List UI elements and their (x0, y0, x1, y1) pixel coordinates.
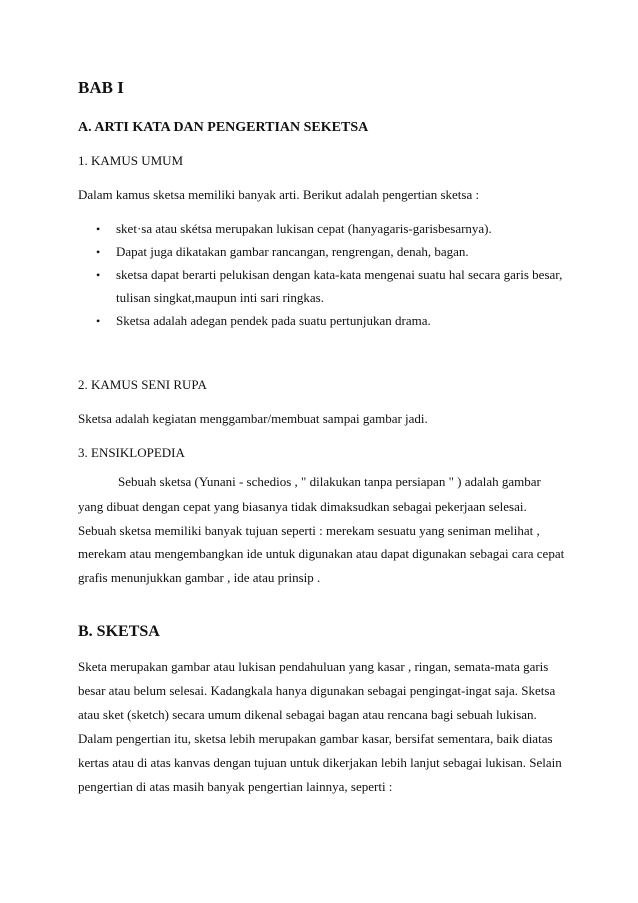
bullet-marker: • (96, 314, 101, 328)
chapter-title: BAB I (78, 78, 124, 97)
paragraph-line: atau sket (sketch) secara umum dikenal sebagai bagan atau rencana bagi sebuah lukisan. (78, 707, 537, 722)
bullet-marker: • (96, 222, 101, 236)
paragraph-line: yang dibuat dengan cepat yang biasanya tidak dimaksudkan sebagai pekerjaan selesai. (78, 499, 527, 514)
paragraph-line: Sketa merupakan gambar atau lukisan pendahuluan yang kasar , ringan, semata-mata garis (78, 659, 549, 674)
list-item-continuation: tulisan singkat,maupun inti sari ringkas. (116, 290, 324, 305)
kamus-umum-heading: 1. KAMUS UMUM (78, 153, 184, 168)
kamus-seni-rupa-text: Sketsa adalah kegiatan menggambar/membuat sampai gambar jadi. (78, 411, 428, 426)
bullet-marker: • (96, 245, 101, 259)
paragraph-line: pengertian di atas masih banyak pengertian lainnya, seperti : (78, 779, 393, 794)
list-item: Sketsa adalah adegan pendek pada suatu pertunjukan drama. (116, 313, 431, 328)
list-item: sket·sa atau skétsa merupakan lukisan cepat (hanyagaris-garisbesarnya). (116, 221, 492, 236)
kamus-seni-rupa-heading: 2. KAMUS SENI RUPA (78, 377, 207, 392)
paragraph-line: Sebuah sketsa memiliki banyak tujuan seperti : merekam sesuatu yang seniman melihat , (78, 523, 540, 538)
bullet-marker: • (96, 268, 101, 282)
paragraph-line: Dalam pengertian itu, sketsa lebih merupakan gambar kasar, bersifat sementara, baik diatas (78, 731, 553, 746)
paragraph-line: Sebuah sketsa (Yunani - schedios , " dilakukan tanpa persiapan " ) adalah gambar (118, 474, 541, 489)
kamus-umum-intro: Dalam kamus sketsa memiliki banyak arti. Berikut adalah pengertian sketsa : (78, 187, 480, 202)
paragraph-line: besar atau belum selesai. Kadangkala hanya digunakan sebagai pengingat-ingat saja. Sketsa (78, 683, 556, 698)
section-b-title: B. SKETSA (78, 623, 160, 640)
paragraph-line: grafis menunjukkan gambar , ide atau prinsip . (78, 570, 321, 585)
paragraph-line: merekam atau mengembangkan ide untuk digunakan atau dapat digunakan sebagai cara cepat (78, 546, 565, 561)
list-item: Dapat juga dikatakan gambar rancangan, rengrengan, denah, bagan. (116, 244, 469, 259)
ensiklopedia-heading: 3. ENSIKLOPEDIA (78, 445, 185, 460)
section-a-title: A. ARTI KATA DAN PENGERTIAN SEKETSA (78, 120, 369, 135)
list-item: sketsa dapat berarti pelukisan dengan kata-kata mengenai suatu hal secara garis besar, (116, 267, 563, 282)
paragraph-line: kertas atau di atas kanvas dengan tujuan untuk dikerjakan lebih lanjut sebagai lukisan. Selain (78, 755, 562, 770)
